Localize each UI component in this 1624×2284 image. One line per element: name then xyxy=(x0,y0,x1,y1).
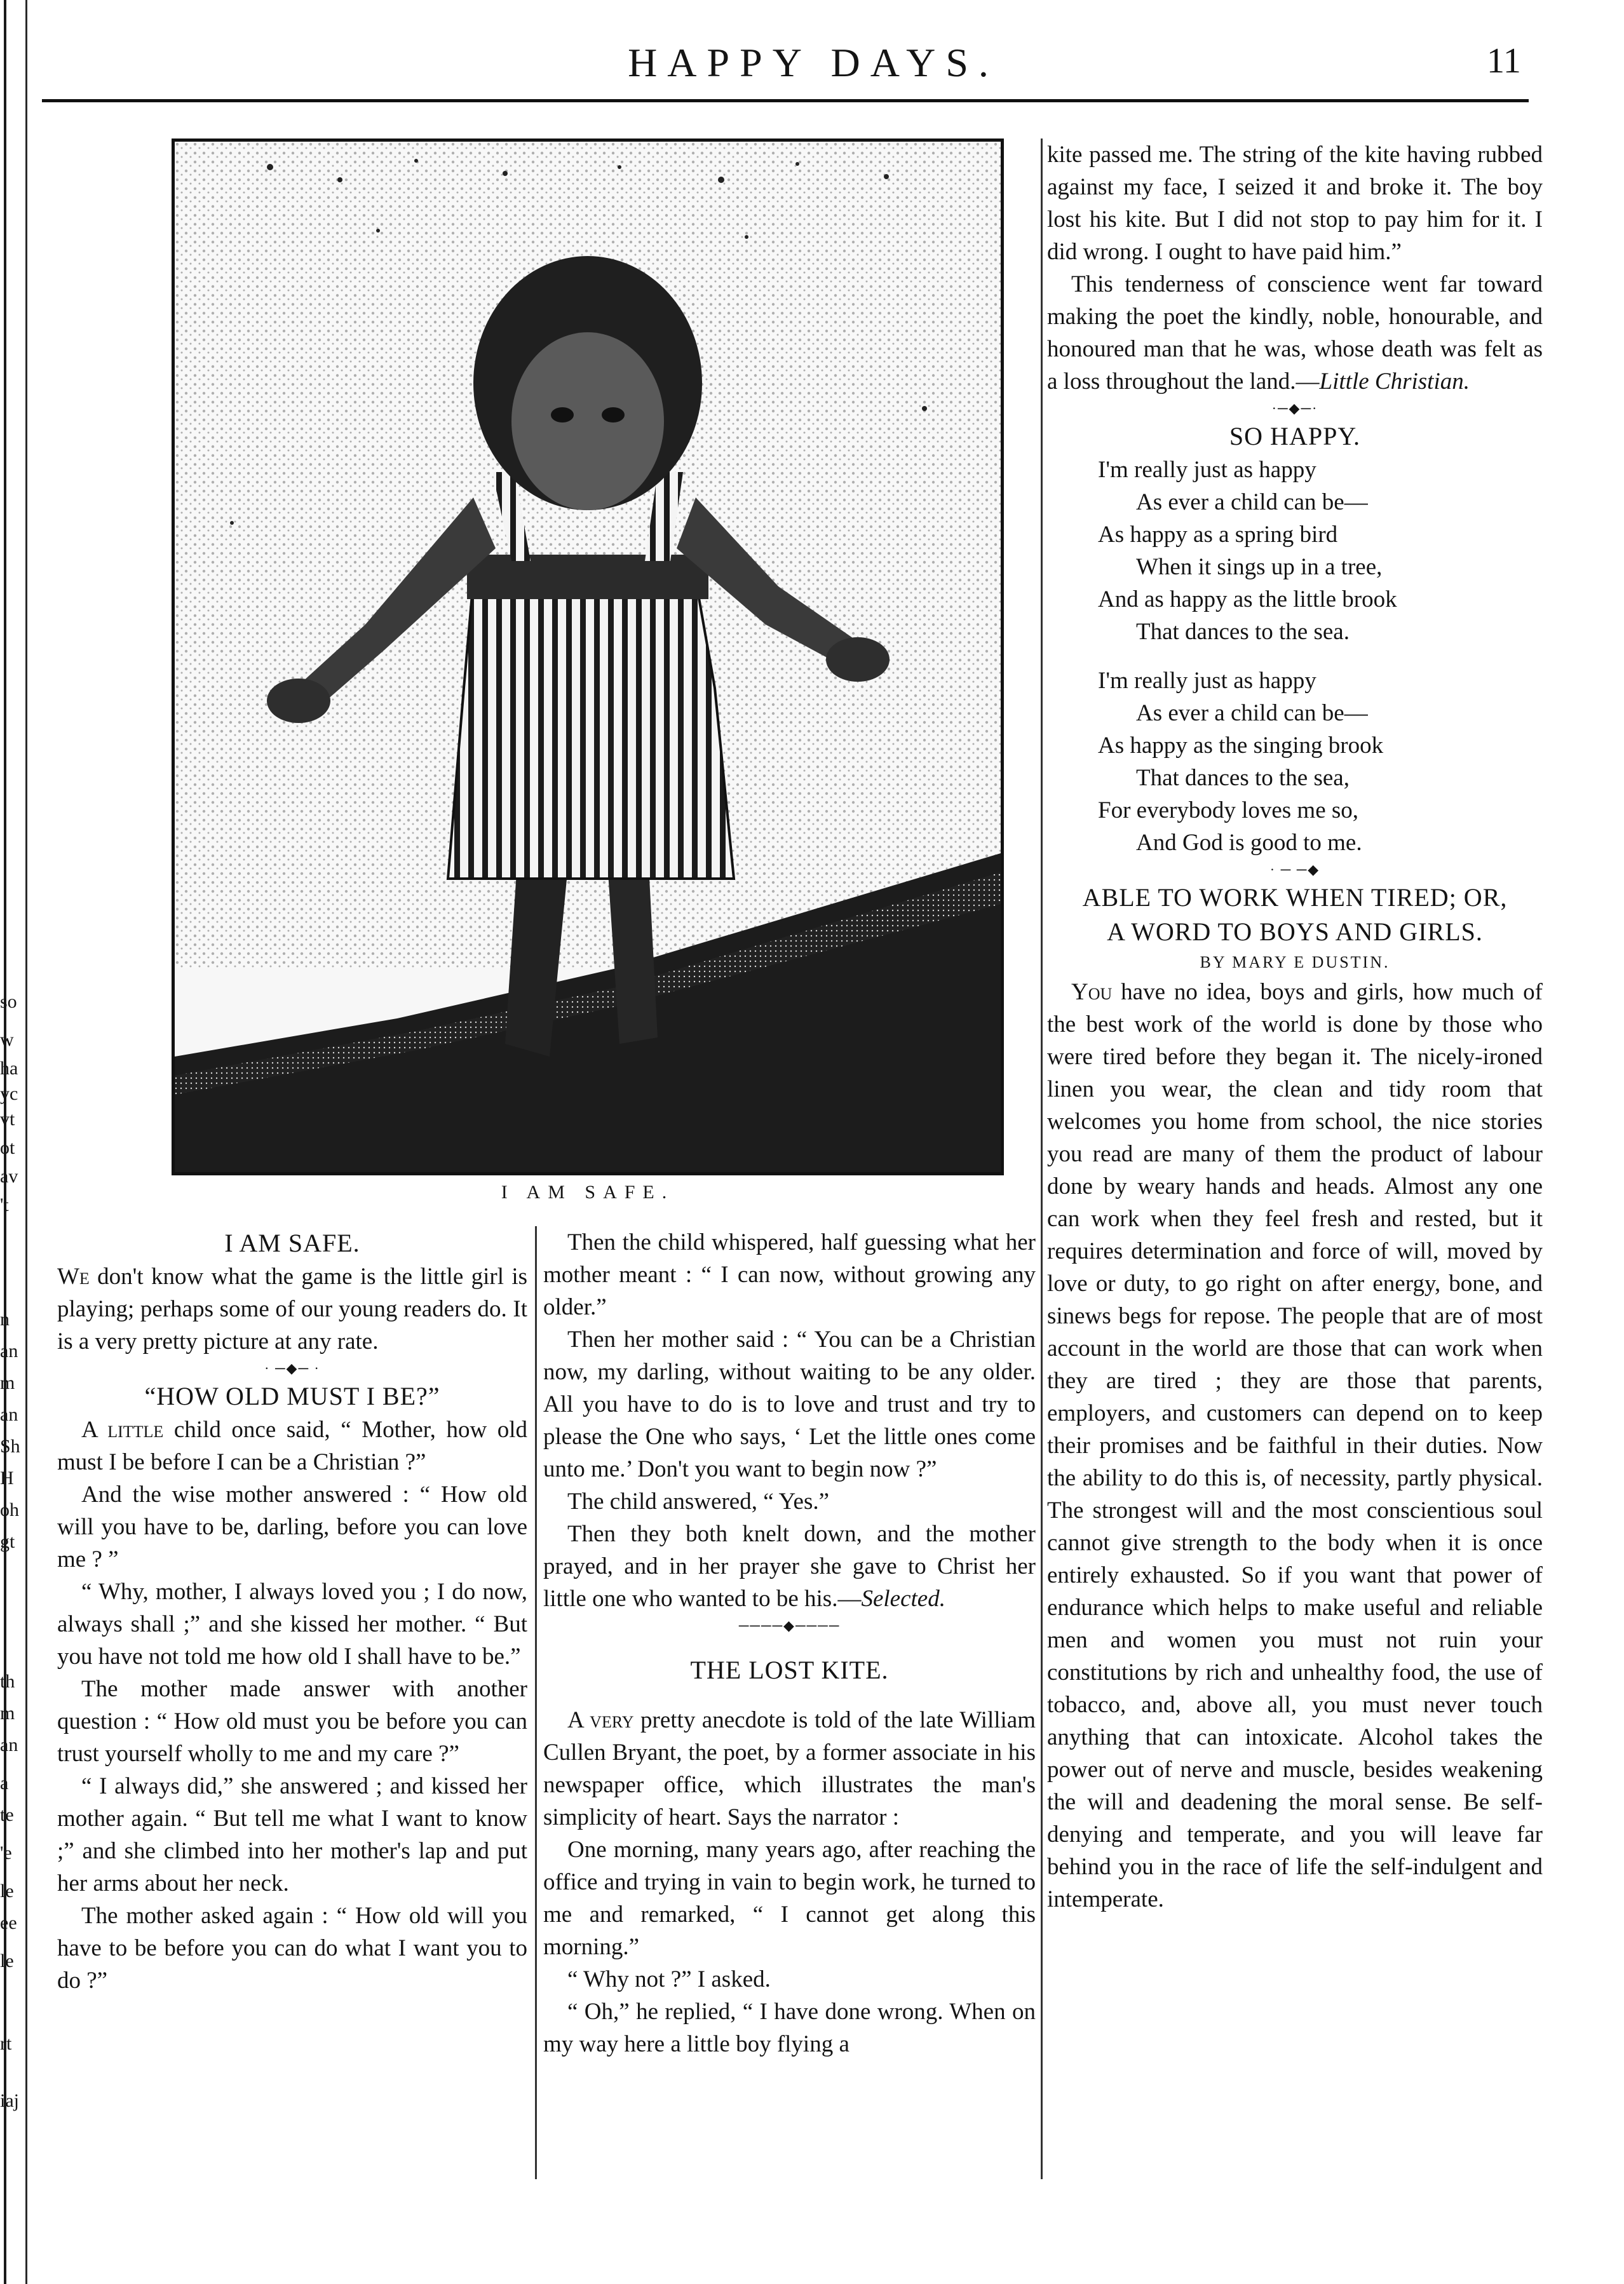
bleed-fragment: 'e xyxy=(0,1842,12,1863)
paragraph-text: have no idea, boys and girls, how much of the best work of the world is done by those who were tired before they began it. The nicely-ironed linen you wear, the clean and tidy room that welcomes you home from school, the nice stories you read are many of them the product of labour done by weary hands and heads. Almost any one can work when they feel fresh and rested, but it requires determination and force of will, moved by love or duty, to go right on after energy, bone, and sinews begs for repose. The people that are of most account in the world are those that can work when they are tired ; they are those that parents, employers, and customers can depend on to keep their promises and be faithful in their duties. Now the ability to do this is, of necessity, partly physical. The strongest will and the most conscientious soul cannot give strength to the body when it is once entirely exhausted. So if you want that power of endurance which helps to make useful and reliable men and women you must not ruin your constitutions by rich and unhealthy food, the use of tobacco, and, above all, you must never touch anything that can intoxicate. Alcohol takes the power out of nerve and muscle, besides weakening the will and deadening the moral sense. Be self-denying and temperate, and you will leave far behind you in the race of life the self-indulgent and intemperate. xyxy=(1047,979,1543,1912)
page-number: 11 xyxy=(1487,41,1521,81)
bleed-fragment: ha xyxy=(0,1058,18,1079)
bleed-fragment: yc xyxy=(0,1083,18,1104)
child-illustration xyxy=(172,139,1004,1175)
masthead-title: HAPPY DAYS. xyxy=(628,40,999,85)
poem-line: I'm really just as happy xyxy=(1098,668,1316,694)
bleed-fragment: H xyxy=(0,1468,14,1489)
bleed-fragment: le xyxy=(0,1950,14,1971)
bleed-fragment: an xyxy=(0,1404,18,1425)
bleed-fragment: le xyxy=(0,1881,14,1902)
article-title-able-to-work xyxy=(1047,881,1543,949)
paragraph xyxy=(1047,976,1543,1916)
paragraph xyxy=(1047,268,1543,398)
poem-line: That dances to the sea, xyxy=(1136,765,1350,791)
article-title-i-am-safe: I AM SAFE. xyxy=(224,1229,360,1257)
source-credit: Little Christian. xyxy=(1319,368,1470,395)
paragraph xyxy=(543,1704,1036,1834)
paragraph-text: don't know what the game is the little girl is playing; perhaps some of our young readers do. It is a very pretty picture at any rate. xyxy=(57,1264,527,1355)
lead-word: You xyxy=(1071,979,1113,1005)
bleed-fragment: ee xyxy=(0,1912,17,1933)
bleed-fragment: n xyxy=(0,1309,10,1330)
column-1 xyxy=(57,1226,527,1997)
paragraph-text: This tenderness of conscience went far toward making the poet the kindly, noble, honourable, and honoured man that he was, whose death was felt as a loss throughout the land.— xyxy=(1047,271,1543,395)
lead-word: A little xyxy=(81,1417,164,1443)
paragraph: The child answered, “ Yes.” xyxy=(567,1489,830,1515)
bleed-fragment: Sh xyxy=(0,1436,20,1457)
paragraph-text: child once said, “ Mother, how old must I be before I can be a Christian ?” xyxy=(57,1417,528,1475)
paragraph: kite passed me. The string of the kite having rubbed against my face, I seized it and broke it. The boy lost his kite. But I did not stop to pay him for it. I did wrong. I ought to have paid him.” xyxy=(1047,142,1543,265)
ornament-divider: ────◆──── xyxy=(738,1618,841,1633)
poem-line: And as happy as the little brook xyxy=(1098,586,1397,612)
poem-line: I'm really just as happy xyxy=(1098,457,1316,483)
ornament-divider: · ─◆─ · xyxy=(264,1360,320,1376)
paragraph-text: pretty anecdote is told of the late William Cullen Bryant, the poet, by a former associate in his newspaper office, which illustrates the man's simplicity of heart. Says the narrator : xyxy=(543,1707,1036,1830)
paragraph xyxy=(57,1414,527,1478)
bleed-fragment: an xyxy=(0,1341,18,1362)
poem-stanza-1 xyxy=(1047,454,1543,648)
paragraph: The mother made answer with another question : “ How old must you be before you can trust yourself wholly to me and my care ?” xyxy=(57,1676,527,1767)
column-3 xyxy=(1047,139,1543,1916)
bleed-fragment: av xyxy=(0,1166,18,1187)
poem-line: And God is good to me. xyxy=(1136,830,1362,856)
bleed-fragment: m xyxy=(0,1703,15,1724)
ornament-divider: · ─ ─◆ xyxy=(1269,862,1320,877)
bleed-fragment: rt xyxy=(0,2033,12,2054)
byline: BY MARY E DUSTIN. xyxy=(1200,953,1390,971)
paragraph: “ Oh,” he replied, “ I have done wrong. When on my way here a little boy flying a xyxy=(543,1999,1036,2057)
poem-line: As ever a child can be— xyxy=(1136,700,1368,726)
bleed-fragment: an xyxy=(0,1734,18,1755)
poem-line: As happy as the singing brook xyxy=(1098,733,1384,759)
column-rule-2 xyxy=(1041,139,1043,2179)
paragraph: Then the child whispered, half guessing what her mother meant : “ I can now, without growing any older.” xyxy=(543,1229,1036,1320)
poem-line: As happy as a spring bird xyxy=(1098,522,1338,548)
paragraph: “ Why not ?” I asked. xyxy=(567,1966,771,1992)
ornament-divider: ·─◆─· xyxy=(1271,400,1318,416)
poem-title-so-happy: SO HAPPY. xyxy=(1229,422,1361,450)
lead-word: A very xyxy=(567,1707,634,1733)
bleed-fragment: th xyxy=(0,1671,15,1692)
bleed-fragment: 't xyxy=(0,1194,9,1215)
bleed-fragment: te xyxy=(0,1804,14,1825)
lead-word: We xyxy=(57,1264,90,1290)
bleed-fragment: vt xyxy=(0,1109,15,1130)
header-rule xyxy=(42,99,1529,102)
poem-line: When it sings up in a tree, xyxy=(1136,554,1383,580)
article-title-lost-kite: THE LOST KITE. xyxy=(690,1656,889,1684)
illustration-caption: I AM SAFE. xyxy=(501,1182,675,1203)
poem-stanza-2 xyxy=(1047,665,1543,859)
source-credit: Selected. xyxy=(861,1586,945,1612)
paragraph: One morning, many years ago, after reaching the office and trying in vain to begin work, he turned to me and remarked, “ I cannot get along this morning.” xyxy=(543,1837,1036,1960)
paragraph: “ I always did,” she answered ; and kissed her mother again. “ But tell me what I want to know ;” and she climbed into her mother's lap and put her arms about her neck. xyxy=(57,1773,527,1896)
engraving-image xyxy=(175,142,1001,1172)
paragraph: Then her mother said : “ You can be a Christian now, my darling, without waiting to be any older. All you have to do is to love and trust and try to please the One who says, ‘ Let the little ones come unto me.’ Don't you want to begin now ?” xyxy=(543,1327,1036,1482)
bleed-fragment: a xyxy=(0,1773,9,1794)
bleed-fragment: gt xyxy=(0,1531,15,1552)
title-line-1: ABLE TO WORK WHEN TIRED; OR, xyxy=(1082,883,1508,912)
poem-line: As ever a child can be— xyxy=(1136,489,1368,515)
poem-line: For everybody loves me so, xyxy=(1098,797,1359,823)
poem-line: That dances to the sea. xyxy=(1136,619,1350,645)
bleed-fragment: w xyxy=(0,1029,14,1050)
column-2 xyxy=(543,1226,1036,2060)
paragraph: The mother asked again : “ How old will you have to be before you can do what I want you to do ?” xyxy=(57,1903,527,1994)
bleed-fragment: ot xyxy=(0,1137,15,1158)
bleed-fragment: iaj xyxy=(0,2090,19,2111)
paragraph xyxy=(543,1518,1036,1615)
paragraph: “ Why, mother, I always loved you ; I do now, always shall ;” and she kissed her mother. “ But you have not told me how old I shall have to be.” xyxy=(57,1579,527,1670)
paragraph: And the wise mother answered : “ How old will you have to be, darling, before you can love me ? ” xyxy=(57,1482,527,1572)
bleed-fragment: m xyxy=(0,1372,15,1393)
article-title-how-old: “HOW OLD MUST I BE?” xyxy=(144,1382,440,1410)
title-line-2: A WORD TO BOYS AND GIRLS. xyxy=(1107,917,1483,946)
bleed-fragment: oh xyxy=(0,1499,19,1520)
bleed-fragment: so xyxy=(0,991,17,1012)
paragraph xyxy=(57,1260,527,1358)
column-rule-1 xyxy=(535,1226,537,2179)
paragraph-text: Then they both knelt down, and the mother prayed, and in her prayer she gave to Christ her little one who wanted to be his.— xyxy=(543,1521,1036,1612)
